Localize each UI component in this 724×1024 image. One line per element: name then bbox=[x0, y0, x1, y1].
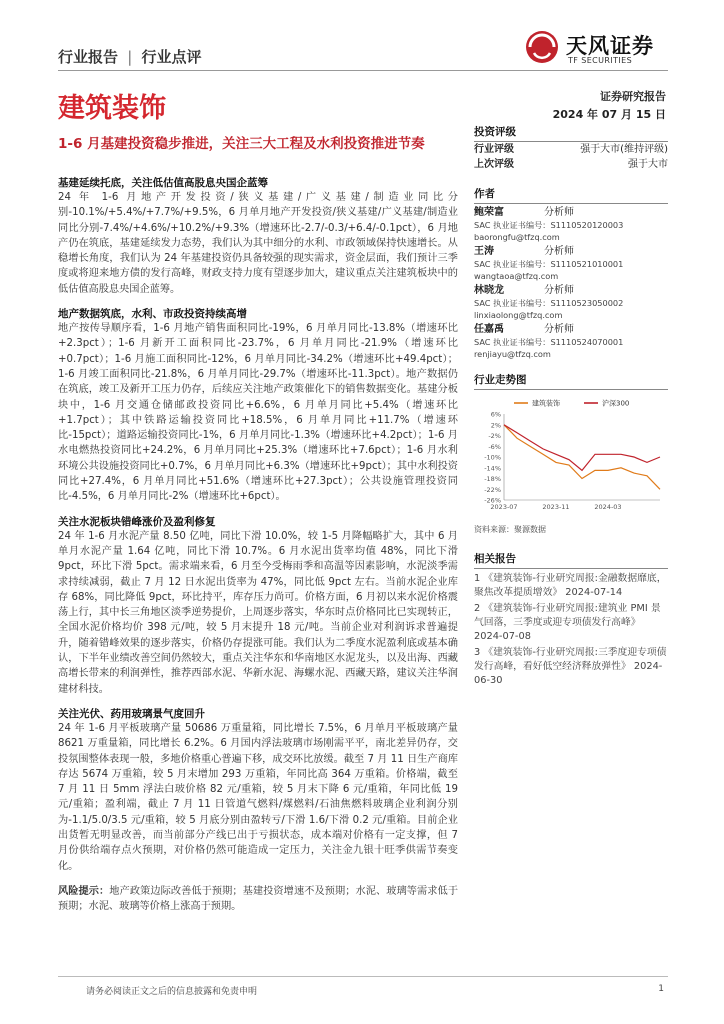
related-report-link[interactable]: 2 《建筑装饰-行业研究周报:建筑业 PMI 景气回落，三季度或迎专项债发行高峰》 2024-07-08 bbox=[474, 603, 661, 642]
x-tick-label: 2023-07 bbox=[490, 503, 518, 511]
header-separator: | bbox=[127, 48, 133, 66]
previous-rating-label: 上次评级 bbox=[474, 159, 514, 170]
author-role: 分析师 bbox=[544, 207, 574, 218]
y-tick-label: -22% bbox=[484, 485, 501, 494]
y-tick-label: 2% bbox=[490, 421, 501, 430]
risk-label: 风险提示： bbox=[58, 885, 110, 897]
report-kind: 证券研究报告 bbox=[600, 90, 666, 103]
authors-heading: 作者 bbox=[474, 186, 668, 204]
author-cert: SAC 执业证书编号：S1110521010001 bbox=[474, 259, 624, 269]
footer-divider bbox=[58, 976, 668, 977]
legend-label: 沪深300 bbox=[602, 399, 630, 408]
author-name: 任嘉禹 bbox=[474, 324, 504, 335]
author-name: 林晓龙 bbox=[474, 285, 504, 296]
trend-chart-svg bbox=[474, 396, 668, 518]
page-number: 1 bbox=[658, 984, 664, 994]
industry-rating-label: 行业评级 bbox=[474, 144, 514, 155]
x-tick-label: 2024-03 bbox=[594, 503, 622, 511]
section-1 bbox=[58, 176, 458, 297]
risk-warning bbox=[58, 884, 458, 915]
y-tick-label: -18% bbox=[484, 475, 501, 483]
section-2 bbox=[58, 307, 458, 505]
chart-source: 资料来源：聚源数据 bbox=[474, 525, 546, 534]
author-name: 王涛 bbox=[474, 246, 494, 257]
author-cert: SAC 执业证书编号：S1110524070001 bbox=[474, 337, 624, 347]
y-tick-label: 6% bbox=[490, 410, 501, 419]
section-heading: 地产数据筑底，水利、市政投资持续高增 bbox=[58, 308, 247, 321]
author-entry bbox=[474, 323, 668, 360]
author-role: 分析师 bbox=[544, 246, 574, 257]
author-entry bbox=[474, 284, 668, 321]
author-email[interactable]: baorongfu@tfzq.com bbox=[474, 232, 560, 242]
section-body: 24 年 1-6 月地产开发投资/狭义基建/广义基建/制造业同比分别-10.1%/+5.4%/+7.7%/+9.5%，6 月单月地产开发投资/狭义基建/广义基建/制造业同比分别-7.4%/+4.6%/+10.2%/+9.3%（增速环比-2.7/-0.3/+6.4/-0.1pct），6 月地产仍在筑底，基建延续发力态势，我们认为其中细分的水利、市政领域保持快速增长。从稳增长角度，我们认为 24 年基建投资仍具备较强的现实需求，资金层面，我们预计三季度或将迎来地方债的发行高峰，财政支持力度有望逐步加大，建议重点关注建筑板块中的低估值高股息央国企蓝筹。 bbox=[58, 192, 458, 295]
report-title: 1-6 月基建投资稳步推进，关注三大工程及水利投资推进节奏 bbox=[58, 136, 425, 152]
author-name-row bbox=[474, 245, 668, 258]
series-line bbox=[504, 425, 660, 490]
related-list bbox=[474, 572, 668, 688]
related-report-link[interactable]: 1 《建筑装饰-行业研究周报:金融数据靡底，聚焦改革提质增效》 2024-07-14 bbox=[474, 573, 667, 598]
author-email[interactable]: renjiayu@tfzq.com bbox=[474, 349, 551, 359]
trend-heading: 行业走势图 bbox=[474, 372, 668, 390]
related-heading: 相关报告 bbox=[474, 551, 668, 569]
author-list bbox=[474, 206, 668, 360]
report-category bbox=[58, 46, 202, 67]
series-line bbox=[504, 425, 660, 471]
report-date: 2024 年 07 月 15 日 bbox=[552, 108, 666, 121]
y-tick-label: -6% bbox=[488, 442, 501, 451]
author-name-row bbox=[474, 323, 668, 336]
logo-subtitle: TF SECURITIES bbox=[568, 56, 633, 65]
section-body: 24 年 1-6 月水泥产量 8.50 亿吨，同比下滑 10.0%，较 1-5 月降幅略扩大，其中 6 月单月水泥产量 1.64 亿吨，同比下滑 10.7%。6 月水泥出货率均值 48%，同比下滑 9pct，环比下滑 5pct。需求端来看，6 月至今受梅雨季和高温等因素影响，水泥淡季需求持续减弱，截止 7 月 12 日水泥出货率为 47%，同比低 9pct 左右。当前水泥企业库存 68%，同比降低 9pct，环比持平，库存压力尚可。价格方面，6 月初以来水泥价格震荡上行，其中长三角地区淡季逆势提价，上周逐步落实，华东时点价格同比已实现转正，全国水泥价格均价 398 元/吨，较 5 月末提升 18 元/吨。当前企业对利润诉求普遍提升，随着错峰效果的逐步落实，价格仍存提涨可能。我们认为二季度水泥盈利底或基本确认，下半年业绩改善空间仍然较大，重点关注华东和华南地区水泥龙头，以及出海、西藏高增长带来的利润弹性，推荐西部水泥、华新水泥、海螺水泥、西藏天路，建议关注华润建材科技。 bbox=[58, 530, 458, 695]
previous-rating-row bbox=[474, 157, 668, 172]
y-tick-label: -26% bbox=[484, 496, 501, 505]
report-subtype: 行业点评 bbox=[141, 48, 202, 66]
section-heading: 关注水泥板块错峰涨价及盈利修复 bbox=[58, 515, 216, 528]
x-tick-label: 2023-11 bbox=[542, 503, 570, 511]
section-body: 地产按传导顺序看，1-6 月地产销售面积同比-19%，6 月单月同比-13.8%（增速环比+2.3pct）；1-6 月新开工面积同比-23.7%，6 月单月同比-21.9%（增速环比+0.7pct）；1-6 月施工面积同比-12%，6 月单月同比-34.2%（增速环比+49.4pct）；1-6 月竣工面积同比-21.8%，6 月单月同比-29.7%（增速环比-11.3pct）。地产数据仍在筑底，竣工及新开工压力仍存，后续应关注地产政策催化下的销售数据变化。基建分板块中，1-6 月交通仓储邮政投资同比+6.6%，6 月单月同比+5.4%（增速环比+1.7pct）；其中铁路运输投资同比+18.5%，6 月单月同比+11.7%（增速环比-15pct）；道路运输投资同比-1%，6 月单月同比-1.3%（增速环比+4.2pct）；1-6 月水电燃热投资同比+24.2%，6 月单月同比+25.3%（增速环比+7.6pct）；1-6 月水利环境公共设施投资同比+0.7%，6 月单月同比+6.3%（增速环比+9pct）；其中水利投资同比+27.4%，6 月单月同比+51.6%（增速环比+27.3pct）；公共设施管理投资同比-4.5%，6 月单月同比-2%（增速环比+6pct）。 bbox=[58, 323, 458, 503]
author-name: 鲍荣富 bbox=[474, 207, 504, 218]
industry-rating-value: 强于大市(维持评级) bbox=[580, 144, 668, 155]
section-heading: 关注光伏、药用玻璃景气度回升 bbox=[58, 707, 205, 720]
author-name-row bbox=[474, 284, 668, 297]
legend-label: 建筑装饰 bbox=[532, 399, 560, 408]
author-name-row bbox=[474, 206, 668, 219]
main-content bbox=[58, 176, 458, 924]
report-type: 行业报告 bbox=[58, 48, 119, 66]
trend-chart bbox=[474, 396, 668, 522]
disclaimer: 请务必阅读正文之后的信息披露和免责申明 bbox=[86, 987, 258, 997]
author-role: 分析师 bbox=[544, 324, 574, 335]
y-tick-label: -14% bbox=[484, 464, 501, 473]
related-report-link[interactable]: 3 《建筑装饰-行业研究周报:三季度迎专项债发行高峰，看好低空经济释放弹性》 2024-06-30 bbox=[474, 647, 667, 686]
author-role: 分析师 bbox=[544, 285, 574, 296]
author-entry bbox=[474, 206, 668, 243]
section-4 bbox=[58, 707, 458, 874]
sidebar bbox=[474, 124, 668, 690]
y-tick-label: -10% bbox=[484, 453, 501, 462]
author-cert: SAC 执业证书编号：S1110520120003 bbox=[474, 220, 624, 230]
previous-rating-value: 强于大市 bbox=[628, 159, 668, 170]
author-cert: SAC 执业证书编号：S1110523050002 bbox=[474, 298, 624, 308]
header-divider bbox=[58, 70, 668, 71]
y-tick-label: -2% bbox=[488, 432, 501, 440]
author-entry bbox=[474, 245, 668, 282]
section-3 bbox=[58, 515, 458, 697]
author-email[interactable]: wangtaoa@tfzq.com bbox=[474, 271, 559, 281]
section-body: 24 年 1-6 月平板玻璃产量 50686 万重量箱，同比增长 7.5%，6 月单月平板玻璃产量 8621 万重量箱，同比增长 6.2%。6 月国内浮法玻璃市场刚需平平，南北差异仍存，交投氛围整体表现一般，多地价格重心普遍下移，成交环比放缓。截至 7 月 11 日生产商库存达 5674 万重箱，较 5 月末增加 293 万重箱，年同比高 364 万重箱。价格端，截至 7 月 11 日 5mm 浮法白玻价格 82 元/重箱，较 5 月末下降 6 元/重箱，年同比低 19 元/重箱；盈利端，截止 7 月 11 日管道气燃料/煤燃料/石油焦燃料玻璃企业利润分别为-1.1/5.0/3.5 元/重箱，较 5 月底分别由盈转亏/下滑 1.6/下滑 0.2 元/重箱。目前企业出货暂无明显改善，而当前部分产线已出于亏损状态，成本端对价格有一定支撑，但 7 月份供给端存点火预期，对价格仍然可能造成一定压力，关注金九银十旺季供需节奏变化。 bbox=[58, 722, 458, 872]
rating-heading: 投资评级 bbox=[474, 124, 668, 142]
sector-title: 建筑装饰 bbox=[58, 93, 166, 124]
author-email[interactable]: linxiaolong@tfzq.com bbox=[474, 310, 563, 320]
section-heading: 基建延续托底，关注低估值高股息央国企蓝筹 bbox=[58, 177, 268, 189]
risk-text: 地产政策边际改善低于预期；基建投资增速不及预期；水泥、玻璃等需求低于预期；水泥、玻璃等价格上涨高于预期。 bbox=[58, 885, 459, 913]
logo-name: 天风证券 bbox=[566, 34, 654, 58]
industry-rating-row bbox=[474, 142, 668, 157]
